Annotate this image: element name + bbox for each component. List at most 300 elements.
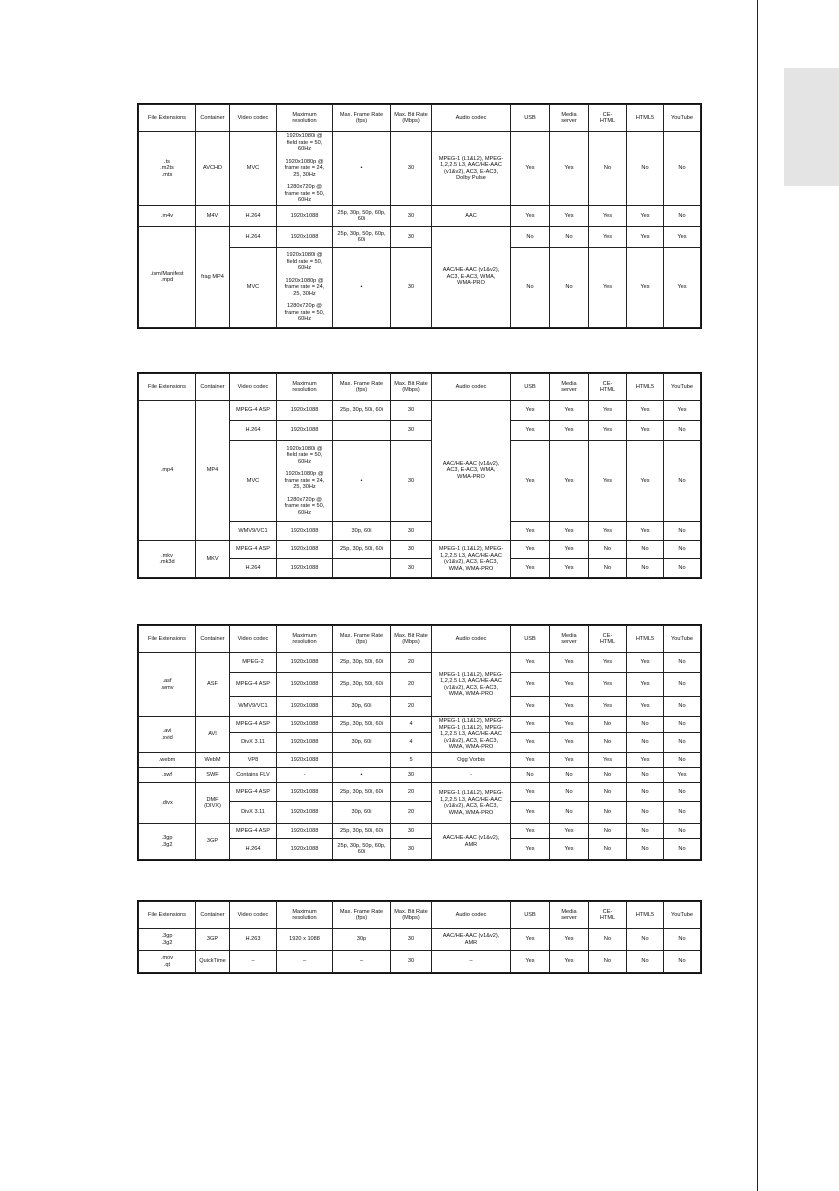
cell-resolution: 1920 x 1088 [277,929,333,951]
col-usb: USB [511,105,550,132]
cell-codec: H.264 [230,227,277,248]
cell-audio: MPEG-1 (L1&L2), MPEG- 1,2,2.5 L3, AAC/HE-AAC (v1&v2), AC3, E-AC3, WMA, WMA-PRO [432,783,511,824]
table-row [139,768,701,783]
cell-youtube: No [664,206,701,227]
cell-codec: Contains FLV [230,768,277,783]
cell-youtube: No [664,559,701,578]
cell-cehtml: No [589,733,627,753]
cell-codec: MPEG-4 ASP [230,717,277,733]
col-video-codec: Video codec [230,902,277,929]
cell-usb: Yes [511,929,550,951]
cell-resolution: 1920x1088 [277,559,333,578]
cell-audio: MPEG-1 (L1&L2), MPEG- 1,2,2.5 L3, AAC/HE-AAC (v1&v2), AC3, E-AC3, WMA, WMA-PRO [432,653,511,717]
cell-resolution: 1920x1088 [277,697,333,717]
cell-fps [333,753,391,768]
cell-bitrate: 30 [391,401,432,421]
cell-bitrate: 30 [391,522,432,541]
cell-fps: 30p, 60i [333,522,391,541]
cell-cehtml: Yes [589,441,627,522]
cell-audio: MPEG-1 (L1&L2), MPEG- MPEG-1 (L1&L2), MPEG- 1,2,2.5 L3, AAC/HE-AAC (v1&v2), AC3, E-AC3, WMA, WMA-PRO [432,717,511,753]
cell-usb: Yes [511,559,550,578]
cell-container: M4V [196,206,230,227]
col-max-resolution: Maximum resolution [277,374,333,401]
cell-cehtml: No [589,783,627,802]
col-html5: HTML5 [627,626,664,653]
cell-usb: Yes [511,522,550,541]
col-container: Container [196,374,230,401]
cell-fps: 25p, 30p, 50i, 60i [333,824,391,839]
cell-bitrate: 30 [391,768,432,783]
cell-youtube: Yes [664,768,701,783]
cell-cehtml: Yes [589,753,627,768]
cell-codec: MVC [230,441,277,522]
cell-html5: No [627,783,664,802]
cell-bitrate: 30 [391,541,432,559]
cell-usb: Yes [511,206,550,227]
cell-bitrate: 30 [391,421,432,441]
cell-html5: Yes [627,206,664,227]
col-audio-codec: Audio codec [432,105,511,132]
format-table-4 [138,901,701,973]
cell-cehtml: Yes [589,697,627,717]
cell-usb: Yes [511,717,550,733]
cell-resolution: - [277,768,333,783]
col-media-server: Media server [550,902,589,929]
col-container: Container [196,626,230,653]
cell-bitrate: 4 [391,717,432,733]
cell-audio: AAC [432,206,511,227]
col-youtube: YouTube [664,902,701,929]
cell-resolution: 1920x1088 [277,522,333,541]
cell-bitrate: 30 [391,929,432,951]
cell-bitrate: 20 [391,802,432,824]
cell-bitrate: 20 [391,783,432,802]
header-row [139,374,701,401]
cell-resolution: 1920x1088 [277,673,333,697]
col-max-bit-rate: Max. Bit Rate (Mbps) [391,105,432,132]
cell-ext: .mov .qt [139,951,196,973]
cell-usb: Yes [511,421,550,441]
cell-html5: Yes [627,401,664,421]
cell-usb: Yes [511,132,550,206]
cell-media: No [550,802,589,824]
col-youtube: YouTube [664,626,701,653]
col-file-extensions: File Extensions [139,902,196,929]
cell-resolution: 1920x1088 [277,839,333,860]
cell-resolution: 1920x1088 [277,653,333,673]
cell-media: Yes [550,697,589,717]
cell-ext: .m4v [139,206,196,227]
col-audio-codec: Audio codec [432,902,511,929]
cell-youtube: No [664,783,701,802]
cell-codec: MPEG-4 ASP [230,401,277,421]
cell-fps: 30p, 60i [333,733,391,753]
col-max-bit-rate: Max. Bit Rate (Mbps) [391,626,432,653]
cell-youtube: No [664,733,701,753]
res-line: 1920x1080p @ frame rate = 24, 25, 30Hz [284,277,325,297]
cell-cehtml: No [589,541,627,559]
cell-cehtml: No [589,717,627,733]
cell-ext: .avi .xvid [139,717,196,753]
col-max-resolution: Maximum resolution [277,105,333,132]
cell-codec: WMV9/VC1 [230,697,277,717]
cell-media: No [550,783,589,802]
header-row [139,902,701,929]
cell-container: AVI [196,717,230,753]
cell-youtube: No [664,951,701,973]
cell-youtube: No [664,522,701,541]
cell-bitrate: 30 [391,132,432,206]
cell-ext: .mp4 [139,401,196,541]
cell-resolution: 1920x1088 [277,206,333,227]
cell-container: DMF (DIVX) [196,783,230,824]
cell-ext: .webm [139,753,196,768]
cell-html5: Yes [627,653,664,673]
cell-codec: – [230,951,277,973]
cell-container: frag MP4 [196,227,230,328]
cell-youtube: No [664,717,701,733]
col-max-frame-rate: Max. Frame Rate (fps) [333,105,391,132]
cell-usb: Yes [511,733,550,753]
col-html5: HTML5 [627,374,664,401]
cell-fps: 25p, 30p, 50i, 60i [333,783,391,802]
cell-ext: .3gp .3g2 [139,929,196,951]
col-media-server: Media server [550,374,589,401]
cell-media: No [550,768,589,783]
cell-html5: No [627,768,664,783]
cell-container: MP4 [196,401,230,541]
cell-media: Yes [550,673,589,697]
cell-cehtml: No [589,132,627,206]
cell-html5: No [627,541,664,559]
cell-codec: MPEG-4 ASP [230,783,277,802]
cell-media: Yes [550,824,589,839]
cell-media: Yes [550,753,589,768]
cell-fps: 30p, 60i [333,697,391,717]
cell-usb: Yes [511,541,550,559]
cell-fps: 30p, 60i [333,802,391,824]
cell-usb: No [511,248,550,328]
cell-ext: .asf .wmv [139,653,196,717]
cell-media: Yes [550,441,589,522]
cell-html5: No [627,717,664,733]
res-line: 1920x1080p @ frame rate = 24, 25, 30Hz [284,158,325,178]
table-row [139,206,701,227]
cell-usb: Yes [511,783,550,802]
col-html5: HTML5 [627,105,664,132]
cell-bitrate: 20 [391,673,432,697]
col-audio-codec: Audio codec [432,626,511,653]
cell-html5: No [627,733,664,753]
cell-cehtml: No [589,768,627,783]
table-row [139,951,701,973]
cell-codec: H.264 [230,421,277,441]
cell-codec: MPEG-4 ASP [230,541,277,559]
col-usb: USB [511,902,550,929]
cell-youtube: No [664,441,701,522]
table-row [139,401,701,421]
cell-media: Yes [550,541,589,559]
cell-resolution: 1920x1088 [277,227,333,248]
table-row [139,653,701,673]
cell-media: Yes [550,522,589,541]
col-max-frame-rate: Max. Frame Rate (fps) [333,902,391,929]
margin-rule [757,0,758,1191]
cell-fps: 25p, 30p, 50i, 60i [333,541,391,559]
cell-usb: No [511,768,550,783]
res-line: 1920x1080p @ frame rate = 24, 25, 30Hz [284,471,325,491]
cell-container: ASF [196,653,230,717]
cell-audio: AAC/HE-AAC (v1&v2), AC3, E-AC3, WMA, WMA-PRO [432,227,511,328]
cell-codec: VP8 [230,753,277,768]
col-video-codec: Video codec [230,105,277,132]
col-audio-codec: Audio codec [432,374,511,401]
cell-codec: H.264 [230,559,277,578]
cell-codec: H.263 [230,929,277,951]
cell-html5: Yes [627,441,664,522]
cell-html5: Yes [627,227,664,248]
cell-fps: 25p, 30p, 50i, 60i [333,673,391,697]
cell-youtube: No [664,824,701,839]
cell-cehtml: Yes [589,401,627,421]
header-row [139,626,701,653]
cell-bitrate: 30 [391,441,432,522]
cell-media: Yes [550,929,589,951]
res-line: 1920x1080i @ field rate = 50, 60Hz [286,133,323,153]
cell-cehtml: No [589,929,627,951]
table-row [139,541,701,559]
cell-html5: Yes [627,421,664,441]
cell-fps: • [333,248,391,328]
cell-container: WebM [196,753,230,768]
cell-container: QuickTime [196,951,230,973]
cell-youtube: No [664,753,701,768]
cell-media: No [550,248,589,328]
res-line: 1280x720p @ frame rate = 50, 60Hz [284,184,325,204]
table-row [139,929,701,951]
col-max-frame-rate: Max. Frame Rate (fps) [333,626,391,653]
cell-codec: H.264 [230,839,277,860]
cell-youtube: No [664,839,701,860]
cell-fps [333,559,391,578]
cell-usb: Yes [511,697,550,717]
cell-ext: .swf [139,768,196,783]
col-ce-html: CE- HTML [589,105,627,132]
cell-codec: DivX 3.11 [230,802,277,824]
cell-resolution: 1920x1088 [277,717,333,733]
cell-cehtml: No [589,824,627,839]
cell-codec: DivX 3.11 [230,733,277,753]
col-max-resolution: Maximum resolution [277,902,333,929]
cell-usb: Yes [511,802,550,824]
cell-resolution [277,441,333,522]
table-row [139,753,701,768]
cell-media: No [550,227,589,248]
cell-fps [333,421,391,441]
cell-resolution: 1920x1088 [277,733,333,753]
cell-cehtml: Yes [589,421,627,441]
cell-codec: MPEG-2 [230,653,277,673]
cell-usb: Yes [511,753,550,768]
cell-media: Yes [550,132,589,206]
cell-codec: MVC [230,132,277,206]
cell-media: Yes [550,206,589,227]
cell-container: MKV [196,541,230,578]
cell-container: 3GP [196,929,230,951]
cell-media: Yes [550,653,589,673]
cell-ext: .divx [139,783,196,824]
cell-bitrate: 30 [391,206,432,227]
cell-fps: 25p, 30p, 50p, 60p, 60i [333,227,391,248]
col-video-codec: Video codec [230,374,277,401]
cell-usb: Yes [511,839,550,860]
cell-resolution: 1920x1088 [277,401,333,421]
cell-html5: No [627,559,664,578]
res-line: 1280x720p @ frame rate = 50, 60Hz [284,303,325,323]
cell-usb: Yes [511,441,550,522]
cell-bitrate: 30 [391,951,432,973]
cell-fps: 25p, 30p, 50i, 60i [333,653,391,673]
col-max-frame-rate: Max. Frame Rate (fps) [333,374,391,401]
cell-codec: MVC [230,248,277,328]
cell-html5: Yes [627,522,664,541]
col-container: Container [196,105,230,132]
cell-media: Yes [550,401,589,421]
cell-resolution: 1920x1088 [277,541,333,559]
col-usb: USB [511,626,550,653]
col-ce-html: CE- HTML [589,902,627,929]
cell-cehtml: Yes [589,522,627,541]
cell-resolution [277,248,333,328]
cell-html5: No [627,929,664,951]
res-line: 1920x1080i @ field rate = 50, 60Hz [286,445,323,465]
table-row [139,717,701,733]
cell-fps: 30p [333,929,391,951]
cell-bitrate: 30 [391,248,432,328]
cell-youtube: Yes [664,401,701,421]
cell-html5: Yes [627,697,664,717]
cell-fps: 25p, 30p, 50i, 60i [333,401,391,421]
col-file-extensions: File Extensions [139,105,196,132]
cell-audio: - [432,768,511,783]
col-file-extensions: File Extensions [139,626,196,653]
cell-media: Yes [550,839,589,860]
cell-cehtml: Yes [589,227,627,248]
cell-codec: WMV9/VC1 [230,522,277,541]
col-youtube: YouTube [664,374,701,401]
cell-youtube: No [664,697,701,717]
cell-html5: No [627,839,664,860]
cell-usb: Yes [511,673,550,697]
cell-ext: .ts .m2ts .mts [139,132,196,206]
cell-audio: – [432,951,511,973]
cell-youtube: No [664,421,701,441]
cell-fps: 25p, 30p, 50p, 60p, 60i [333,839,391,860]
cell-fps: • [333,441,391,522]
cell-html5: No [627,824,664,839]
cell-resolution: 1920x1088 [277,783,333,802]
cell-youtube: No [664,802,701,824]
cell-html5: Yes [627,753,664,768]
cell-bitrate: 30 [391,824,432,839]
col-usb: USB [511,374,550,401]
cell-usb: No [511,227,550,248]
cell-audio: AAC/HE-AAC (v1&v2), AMR [432,824,511,860]
cell-cehtml: Yes [589,206,627,227]
col-media-server: Media server [550,105,589,132]
cell-cehtml: Yes [589,653,627,673]
cell-ext: .mkv .mk3d [139,541,196,578]
cell-container: AVCHD [196,132,230,206]
header-row [139,105,701,132]
cell-html5: Yes [627,248,664,328]
cell-cehtml: No [589,951,627,973]
cell-fps: • [333,768,391,783]
cell-audio: AAC/HE-AAC (v1&v2), AMR [432,929,511,951]
cell-bitrate: 30 [391,839,432,860]
cell-usb: Yes [511,824,550,839]
cell-html5: No [627,951,664,973]
cell-fps: • [333,132,391,206]
table-row [139,824,701,839]
cell-bitrate: 20 [391,697,432,717]
col-html5: HTML5 [627,902,664,929]
col-file-extensions: File Extensions [139,374,196,401]
cell-ext: .3gp .3g2 [139,824,196,860]
format-table-1 [138,104,701,328]
section-tab [784,68,839,186]
cell-cehtml: Yes [589,673,627,697]
cell-resolution: – [277,951,333,973]
cell-resolution: 1920x1088 [277,753,333,768]
cell-youtube: No [664,132,701,206]
cell-youtube: Yes [664,248,701,328]
cell-codec: H.264 [230,206,277,227]
table-row [139,132,701,206]
res-line: 1280x720p @ frame rate = 50, 60Hz [284,496,325,516]
cell-codec: MPEG-4 ASP [230,673,277,697]
cell-usb: Yes [511,401,550,421]
cell-bitrate: 5 [391,753,432,768]
cell-media: Yes [550,951,589,973]
cell-bitrate: 30 [391,227,432,248]
cell-fps: 25p, 30p, 50i, 60i [333,717,391,733]
cell-resolution [277,132,333,206]
cell-bitrate: 20 [391,653,432,673]
cell-resolution: 1920x1088 [277,824,333,839]
cell-youtube: Yes [664,227,701,248]
col-ce-html: CE- HTML [589,374,627,401]
cell-ext: .ism/Manifest .mpd [139,227,196,328]
cell-resolution: 1920x1088 [277,421,333,441]
col-max-bit-rate: Max. Bit Rate (Mbps) [391,374,432,401]
cell-media: Yes [550,717,589,733]
cell-audio: MPEG-1 (L1&L2), MPEG- 1,2,2.5 L3, AAC/HE-AAC (v1&v2), AC3, E-AC3, WMA, WMA-PRO [432,541,511,578]
cell-media: Yes [550,559,589,578]
cell-cehtml: No [589,839,627,860]
cell-media: Yes [550,733,589,753]
cell-cehtml: Yes [589,248,627,328]
cell-bitrate: 30 [391,559,432,578]
cell-youtube: No [664,929,701,951]
col-media-server: Media server [550,626,589,653]
cell-bitrate: 4 [391,733,432,753]
col-max-bit-rate: Max. Bit Rate (Mbps) [391,902,432,929]
cell-youtube: No [664,653,701,673]
cell-youtube: No [664,541,701,559]
cell-fps: 25p, 30p, 50p, 60p, 60i [333,206,391,227]
cell-cehtml: No [589,559,627,578]
